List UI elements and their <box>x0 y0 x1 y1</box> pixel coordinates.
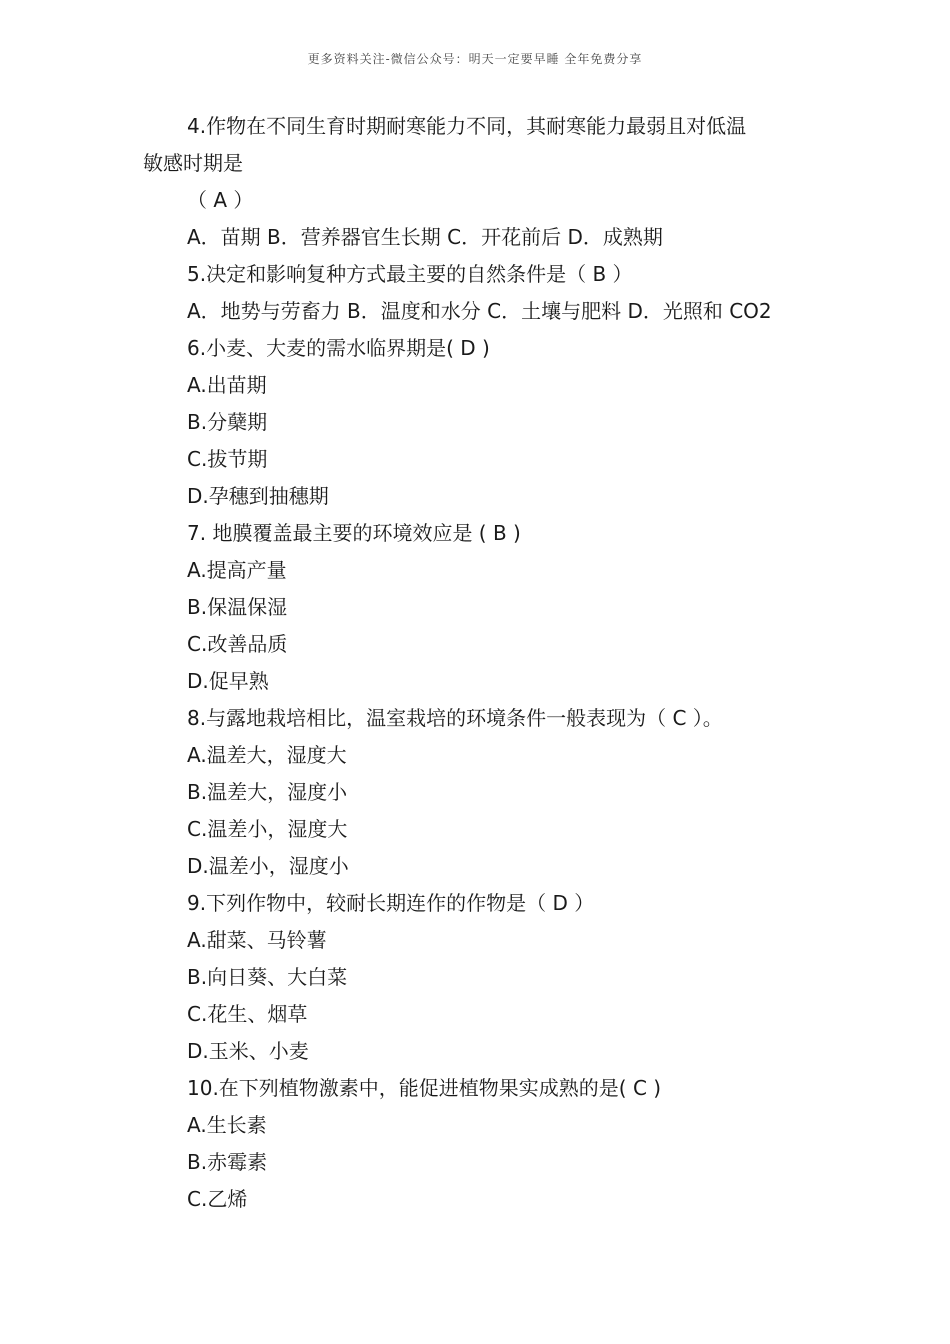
question-8-option-c: C.温差小，湿度大 <box>187 817 348 841</box>
question-9-option-a: A.甜菜、马铃薯 <box>187 928 327 952</box>
page-header: 更多资料关注-微信公众号：明天一定要早睡 全年免费分享 <box>307 52 643 66</box>
question-8-option-d: D.温差小，湿度小 <box>187 854 349 878</box>
question-4-options: A．苗期 B．营养器官生长期 C．开花前后 D．成熟期 <box>187 225 663 249</box>
question-7-option-b: B.保温保湿 <box>187 595 288 619</box>
question-7-stem: 7. 地膜覆盖最主要的环境效应是 ( B ) <box>187 521 521 545</box>
question-4-stem-cont: 敏感时期是 <box>143 151 243 175</box>
question-7-option-c: C.改善品质 <box>187 632 288 656</box>
question-8-option-b: B.温差大，湿度小 <box>187 780 348 804</box>
question-10-option-c: C.乙烯 <box>187 1187 248 1211</box>
question-9-option-b: B.向日葵、大白菜 <box>187 965 348 989</box>
question-9-stem: 9.下列作物中，较耐长期连作的作物是（ D ） <box>187 891 595 915</box>
question-6-stem: 6.小麦、大麦的需水临界期是( D ) <box>187 336 490 360</box>
question-6-option-b: B.分蘖期 <box>187 410 268 434</box>
question-10-option-a: A.生长素 <box>187 1113 267 1137</box>
question-5-stem: 5.决定和影响复种方式最主要的自然条件是（ B ） <box>187 262 633 286</box>
question-6-option-a: A.出苗期 <box>187 373 267 397</box>
question-6-option-c: C.拔节期 <box>187 447 268 471</box>
question-10-option-b: B.赤霉素 <box>187 1150 268 1174</box>
question-7-option-d: D.促早熟 <box>187 669 269 693</box>
question-10-stem: 10.在下列植物激素中，能促进植物果实成熟的是( C ) <box>187 1076 662 1100</box>
question-6-option-d: D.孕穗到抽穗期 <box>187 484 329 508</box>
question-8-option-a: A.温差大，湿度大 <box>187 743 347 767</box>
question-7-option-a: A.提高产量 <box>187 558 287 582</box>
question-5-options: A．地势与劳畜力 B．温度和水分 C．土壤与肥料 D．光照和 CO2 <box>187 299 772 323</box>
question-9-option-d: D.玉米、小麦 <box>187 1039 309 1063</box>
question-8-stem: 8.与露地栽培相比，温室栽培的环境条件一般表现为（ C ）。 <box>187 706 723 730</box>
question-4-stem: 4.作物在不同生育时期耐寒能力不同，其耐寒能力最弱且对低温 <box>187 114 747 138</box>
question-4-answer: （ A ） <box>187 188 254 212</box>
question-9-option-c: C.花生、烟草 <box>187 1002 308 1026</box>
